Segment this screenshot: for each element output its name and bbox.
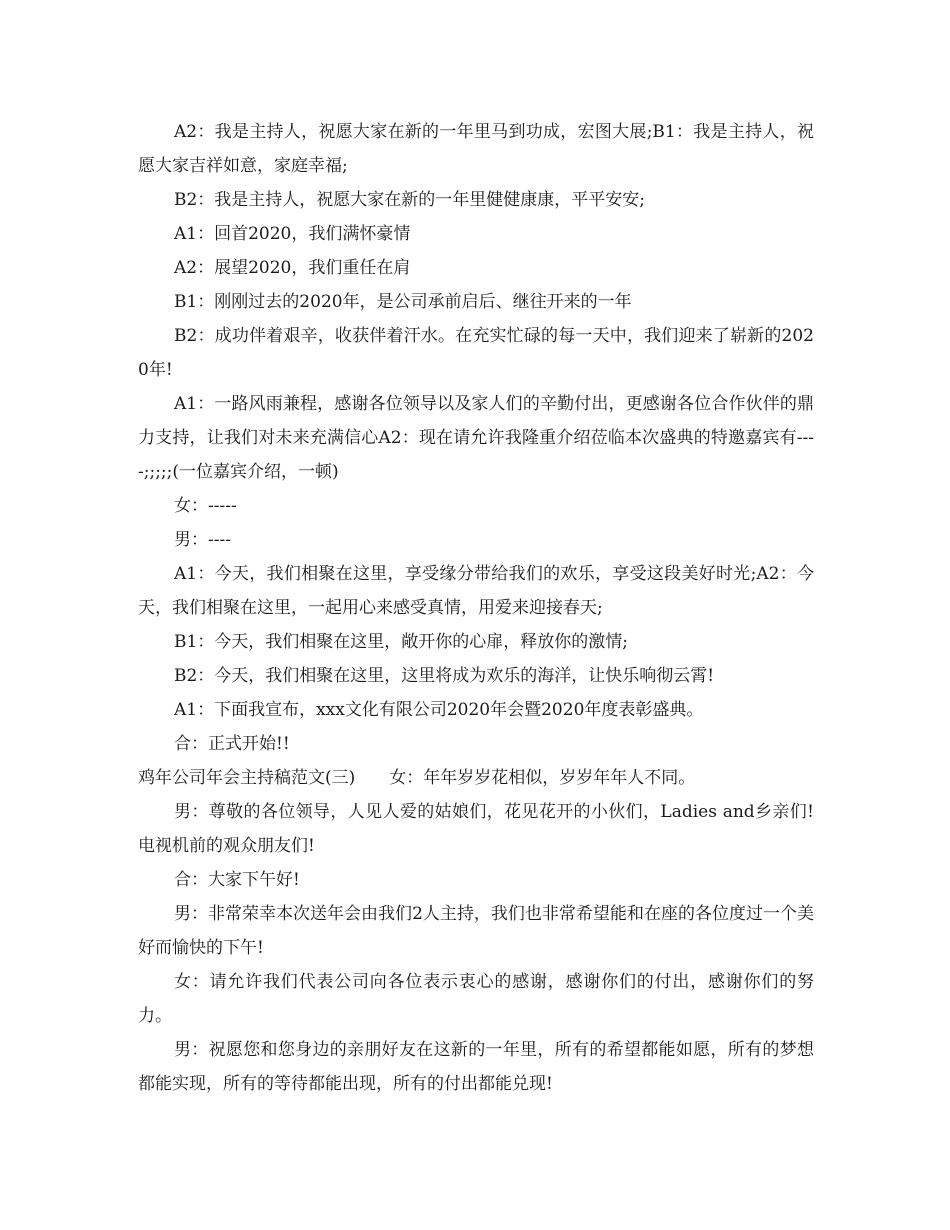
paragraph: B1：今天，我们相聚在这里，敞开你的心扉，释放你的激情; <box>174 632 629 652</box>
paragraph: A2：我是主持人，祝愿大家在新的一年里马到功成，宏图大展;B1：我是主持人，祝愿大家吉祥如意，家庭幸福; <box>138 122 814 176</box>
paragraph: B2：今天，我们相聚在这里，这里将成为欢乐的海洋，让快乐响彻云霄! <box>174 666 715 686</box>
paragraph: 合：正式开始!! <box>174 734 290 754</box>
paragraph: 合：大家下午好! <box>174 870 300 890</box>
paragraph: A1：一路风雨兼程，感谢各位领导以及家人们的辛勤付出，更感谢各位合作伙伴的鼎力支持，让我们对未来充满信心A2：现在请允许我隆重介绍莅临本次盛典的特邀嘉宾有----;;;;;(一位嘉宾介绍，一顿) <box>138 394 814 482</box>
paragraph: A2：展望2020，我们重任在肩 <box>174 258 411 278</box>
paragraph: 男：---- <box>174 530 231 550</box>
paragraph: 男：尊敬的各位领导，人见人爱的姑娘们，花见花开的小伙们，Ladies and乡亲们!电视机前的观众朋友们! <box>138 802 814 856</box>
paragraph: A1：回首2020，我们满怀豪情 <box>174 224 411 244</box>
paragraph: B2：成功伴着艰辛，收获伴着汗水。在充实忙碌的每一天中，我们迎来了崭新的2020年! <box>138 326 814 380</box>
paragraph: 男：祝愿您和您身边的亲朋好友在这新的一年里，所有的希望都能如愿，所有的梦想都能实现，所有的等待都能出现，所有的付出都能兑现! <box>138 1040 814 1094</box>
paragraph: 女：请允许我们代表公司向各位表示衷心的感谢，感谢你们的付出，感谢你们的努力。 <box>138 972 814 1026</box>
paragraph: B1：刚刚过去的2020年，是公司承前启后、继往开来的一年 <box>174 292 632 312</box>
section-heading: 鸡年公司年会主持稿范文(三) 女：年年岁岁花相似，岁岁年年人不同。 <box>138 768 696 788</box>
paragraph: B2：我是主持人，祝愿大家在新的一年里健健康康，平平安安; <box>174 190 646 210</box>
paragraph: A1：今天，我们相聚在这里，享受缘分带给我们的欢乐，享受这段美好时光;A2：今天，我们相聚在这里，一起用心来感受真情，用爱来迎接春天; <box>138 564 814 618</box>
paragraph: A1：下面我宣布，xxx文化有限公司2020年会暨2020年度表彰盛典。 <box>174 700 704 720</box>
paragraph: 女：----- <box>174 496 237 516</box>
document-body <box>138 115 814 1101</box>
paragraph: 男：非常荣幸本次送年会由我们2人主持，我们也非常希望能和在座的各位度过一个美好而愉快的下午! <box>138 904 814 958</box>
